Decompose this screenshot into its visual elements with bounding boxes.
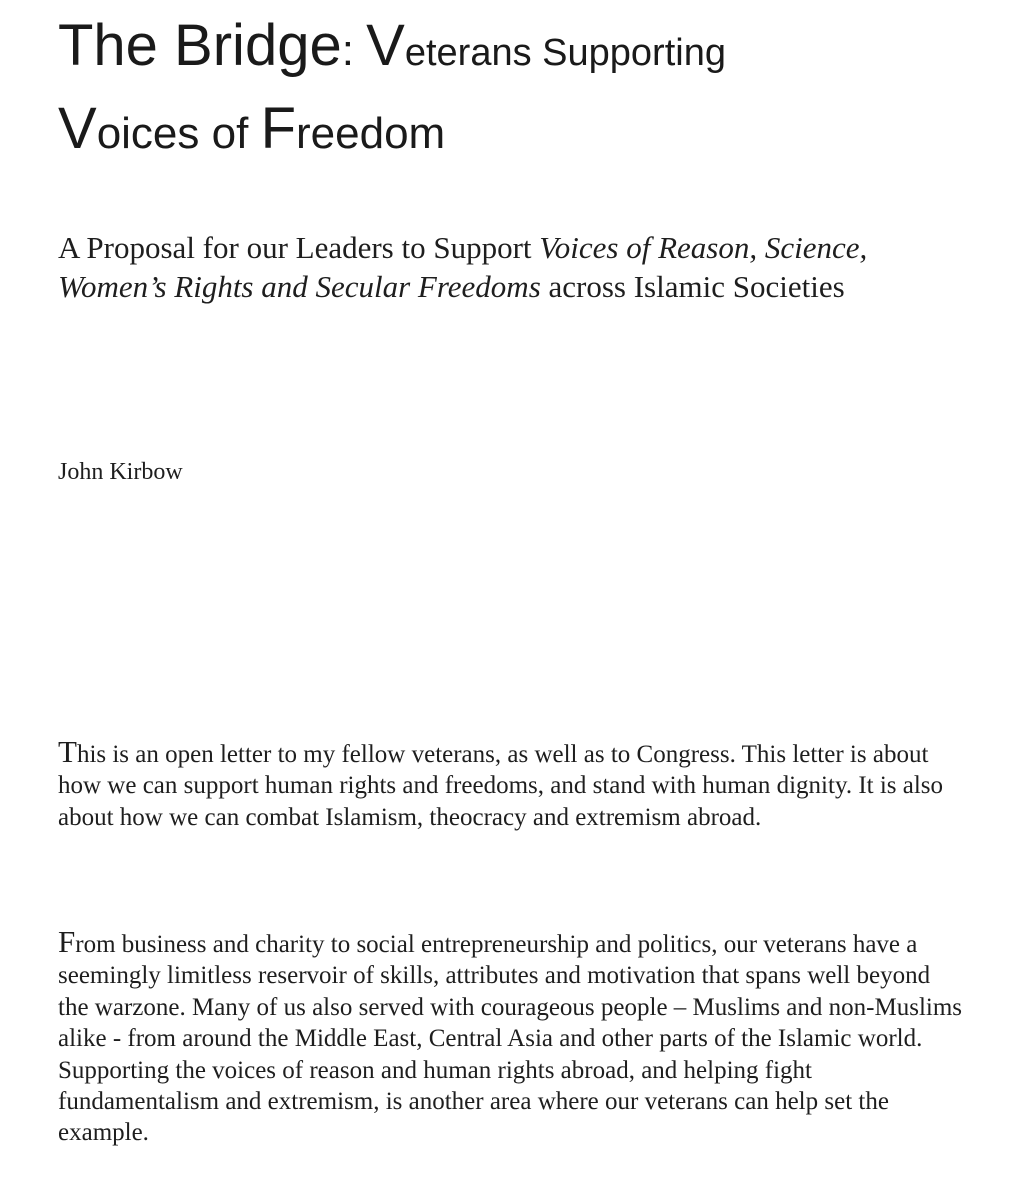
subtitle-part-2: across Islamic Societies [540, 269, 845, 304]
title-word-reedom: reedom [296, 109, 446, 158]
title-word-eterans: eterans [404, 32, 543, 74]
subtitle-italic: Voices of Reason, Science, Women’s Rights and Secular Freedoms [58, 230, 868, 304]
subtitle-part-1: A Proposal for our Leaders to Support [58, 230, 540, 265]
author-name: John Kirbow [58, 459, 183, 485]
title-cap-f: F [260, 96, 296, 161]
title-main: The Bridge [58, 13, 342, 78]
paragraph-initial: F [58, 924, 76, 959]
document-title [58, 8, 1018, 172]
paragraph-text: rom business and charity to social entrepreneurship and politics, our veterans have a seemingly limitless reservoir of skills, attributes and motivation that spans well beyond the warzone. Many of us also served with courageous people – Muslims and non-Muslims alike - from around the Middle East, Central Asia and other parts of the Islamic world. Supporting the voices of reason and human rights abroad, and helping fight fundamentalism and extremism, is another area where our veterans can help set the example. [58, 931, 963, 1147]
paragraph-veterans-skills [58, 926, 963, 1149]
paragraph-open-letter [58, 736, 963, 833]
paragraph-initial: T [58, 734, 77, 769]
title-cap-v: V [366, 13, 405, 78]
title-word-oices-of: oices of [96, 109, 261, 158]
title-word-supporting: Supporting [542, 32, 726, 74]
title-cap-v2: V [58, 96, 97, 161]
title-colon: : [341, 26, 367, 75]
document-subtitle [58, 228, 958, 306]
paragraph-text: his is an open letter to my fellow veterans, as well as to Congress. This letter is about how we can support human rights and freedoms, and stand with human dignity. It is also about how we can combat Islamism, theocracy and extremism abroad. [58, 741, 944, 831]
